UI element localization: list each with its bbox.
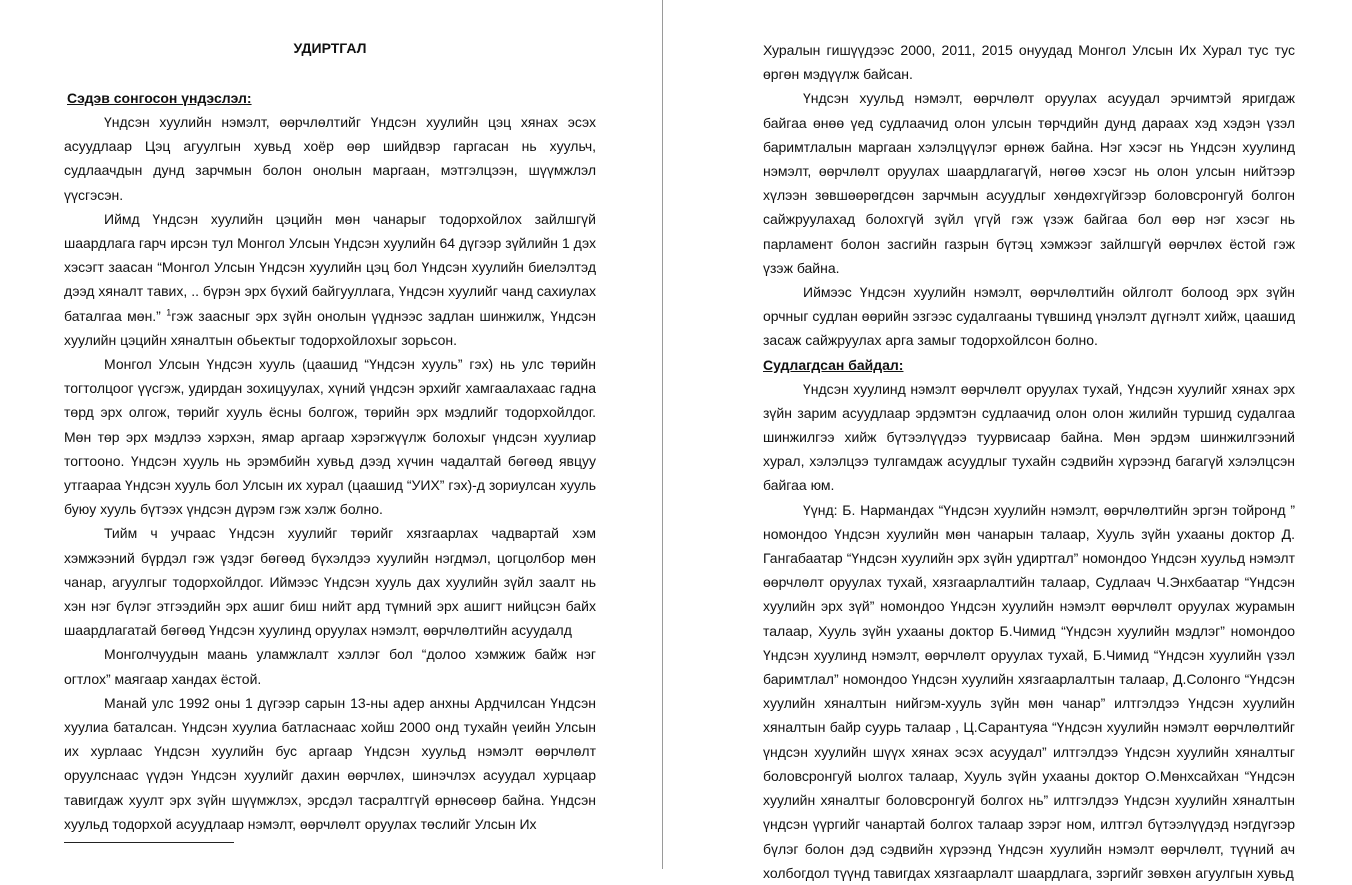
section-heading-rationale: Сэдэв сонгосон үндэслэл: xyxy=(67,90,252,106)
paragraph-continued: Хуралын гишүүдээс 2000, 2011, 2015 онуудад Монгол Улсын Их Хурал тус тус өргөн мэдүүлж байсан. xyxy=(763,42,1295,83)
paragraph-text: Иймд Үндсэн хуулийн цэцийн мөн чанарыг тодорхойлох зайлшгүй шаардлага гарч ирсэн тул Монгол Улсын Үндсэн хуулийн 64 дүгээр зүйлийн 1 дэх хэсэгт заасан “Монгол Улсын Үндсэн хуулийн цэц бол Үндсэн хуулийн биелэлтэд дээд хяналт тавих, .. бүрэн эрх бүхий байгууллага, Үндсэн хуулийг чанд сахиулах баталгаа мөн.” xyxy=(64,210,596,324)
paragraph: Манай улс 1992 оны 1 дүгээр сарын 13-ны адер анхны Ардчилсан Үндсэн хуулиа баталсан. Үндсэн хуулиа батласнаас хойш 2000 онд тухайн үеийн Улсын их хурлаас Үндсэн хуулийн бус аргаар Үндсэн хуульд нэмэлт өөрчлөлт оруулснаас үүдэн Үндсэн хуулийг дахин өөрчлөх, шинэчлэх асуудал хурцаар тавигдаж хуулт эрх зүйн шүүмжлэх, эрсдэл тасралтгүй өрнөсөөр байна. Үндсэн хуульд тодорхой асуудлаар нэмэлт, өөрчлөлт оруулах төслийг Улсын Их xyxy=(64,694,596,832)
paragraph: Үндсэн хуулинд нэмэлт өөрчлөлт оруулах тухай, Үндсэн хуулийг хянах эрх зүйн зарим асуудлаар эрдэмтэн судлаачид олон олон жилийн туршид судалгаа шинжилгээ хийж бүтээлүүдээ туурвисаар байна. Мөн эрдэм шинжилгээний хурал, хэлэлцээ тулгамдаж асуудлыг тухайн сэдвийн хүрээнд багагүй хэлэлцсэн байгаа юм. xyxy=(763,380,1295,494)
paragraph-text-continued: гэж заасныг эрх зүйн онолын үүднээс задлан шинжилж, Үндсэн хуулийн цэцийн хяналтын обьектыг тодорхойлохыг зорьсон. xyxy=(64,307,597,348)
paragraph-with-footnote xyxy=(64,207,596,352)
paragraph: Монголчуудын маань уламжлалт хэллэг бол “долоо хэмжиж байж нэг огтлох” маягаар хандах ёстой. xyxy=(64,646,596,687)
page-divider xyxy=(662,0,663,869)
section-heading-literature: Судлагдсан байдал: xyxy=(763,356,904,373)
page-title: УДИРТГАЛ xyxy=(293,40,367,56)
footnote-marker: 1 xyxy=(166,306,172,317)
paragraph: Үндсэн хуульд нэмэлт, өөрчлөлт оруулах асуудал эрчимтэй яригдаж байгаа өнөө үед судлаачид олон улсын төрчдийн дунд дараах хэд хэдэн үзэл баримтлалын маргаан хэлэлцүүлэг өрнөж байна. Нэг хэсэг нь Үндсэн хуулинд нэмэлт, өөрчлөлт оруулах шаардлагагүй, нөгөө хэсэг нь олон улсын нийтээр хүлээн зөвшөөрөгдсөн зарчмын асуудлыг хөндөхгүйгээр боловсронгуй болгон сайжруулахад болохгүй зүйл үгүй гэж үзэж байгаа бол өөр нэг хэсэг нь парламент болон засгийн газрын бүтэц хэмжээг зайлшгүй өөрчлөх ёстой гэж үзэж байна. xyxy=(763,90,1295,276)
right-page xyxy=(763,0,1295,881)
paragraph: Үүнд: Б. Нармандах “Үндсэн хуулийн нэмэлт, өөрчлөлтийн эргэн тойронд ” номондоо Үндсэн хуулийн мөн чанарын талаар, Хууль зүйн ухааны доктор Д. Гангабаатар “Үндсэн хуулийн эрх зүйн удиртгал” номондоо Үндсэн хуульд нэмэлт өөрчлөлт оруулах тухай, хязгаарлалтийн талаар, Судлаач Ч.Энхбаатар “Үндсэн хуулийн эрх зүй” номондоо Үндсэн хуулийн нэмэлт өөрчлөлт оруулах журамын талаар, Хууль зүйн ухааны доктор Б.Чимид “Үндсэн хуулийн мэдлэг” номондоо Үндсэн хуулинд нэмэлт, өөрчлөлт оруулах тухай, Б.Чимид “Үндсэн хуулийн үзэл баримтлал” номондоо Үндсэн хуулийн хязгаарлалтын талаар, Д.Солонго “Үндсэн хуулийн хяналтын нийгэм-хууль зүйн мөн чанар” илтгэлдээ Үндсэн хуулийн хяналтын байр суурь талаар , Ц.Сарантуяа “Үндсэн хуулийн нэмэлт өөрчлөлтийг үндсэн хуулийн шүүх хянах эсэх асуудал” илтгэлдээ Үндсэн хуулийн хяналтыг боловсронгуй ыолгох талаар, Хууль зүйн ухааны доктор О.Мөнхсайхан “Үндсэн хуулийн хяналтыг боловсронгуй болгох нь” илтгэлдээ Үндсэн хуулийн хяналтын үндсэн үүргийг чанартай болгох талаар зэрэг ном, илтгэл бүтээлүүдэд нэгдүгээр бүлэг болон дэд сэдвийн хүрээнд Үндсэн хуулийн нэмэлт өөрчлөлт, түүний ач холбогдол түүнд тавигдах хязгаарлалт шаардлага, зэргийг зөвхөн агуулгын хувьд xyxy=(763,501,1295,881)
left-page xyxy=(64,0,596,869)
paragraph: Үндсэн хуулийн нэмэлт, өөрчлөлтийг Үндсэн хуулийн цэц хянах эсэх асуудлаар Цэц агуулгын хувьд хоёр өөр шийдвэр гаргасан нь хуульч, судлаачдын дунд зарчмын болон онолын маргаан, мэтгэлцээн, шүүмжлэл үүсгэсэн. xyxy=(64,114,596,203)
footnote-separator xyxy=(64,842,234,843)
paragraph: Монгол Улсын Үндсэн хууль (цаашид “Үндсэн хууль” гэх) нь улс төрийн тогтолцоог үүсгэж, удирдан зохицуулах, хүний үндсэн эрхийг хамгаалахаас гадна төрд эрх олгож, төрийг хууль ёсны болгож, төрийн эрх мэдлийг тодорхойлдог. Мөн төр эрх мэдлээ хэрхэн, ямар аргаар хэрэгжүүлж болохыг үндсэн хуулиар тогтооно. Үндсэн хууль нь эрэмбийн хувьд дээд хүчин чадалтай бөгөөд явцуу утгаараа Үндсэн хууль бол Улсын их хурал (цаашид “УИХ” гэх)-д зориулсан хууль буюу хууль бүтээх үндсэн дүрэм гэж хэлж болно. xyxy=(64,356,596,518)
paragraph: Тийм ч учраас Үндсэн хуулийг төрийг хязгаарлах чадвартай хэм хэмжээний бүрдэл гэж үздэг бөгөөд бүхэлдээ хуулийн нэгдмэл, цогцолбор мөн чанар, агуулгыг тодорхойлдог. Иймээс Үндсэн хууль дах хуулийн зүйл заалт нь хэн нэг бүлэг этгээдийн эрх ашиг биш нийт ард түмний эрх ашигт нийцсэн байх шаардлагатай бөгөөд Үндсэн хуулинд оруулах нэмэлт, өөрчлөлтийн асуудалд xyxy=(64,525,596,639)
paragraph: Иймээс Үндсэн хуулийн нэмэлт, өөрчлөлтийн ойлголт болоод эрх зүйн орчныг судлан өөрийн эзгээс судалгааны түвшинд үнэлэлт дүгнэлт хийж, цаашид засаж сайжруулах арга замыг тодорхойлсон болно. xyxy=(763,284,1295,349)
